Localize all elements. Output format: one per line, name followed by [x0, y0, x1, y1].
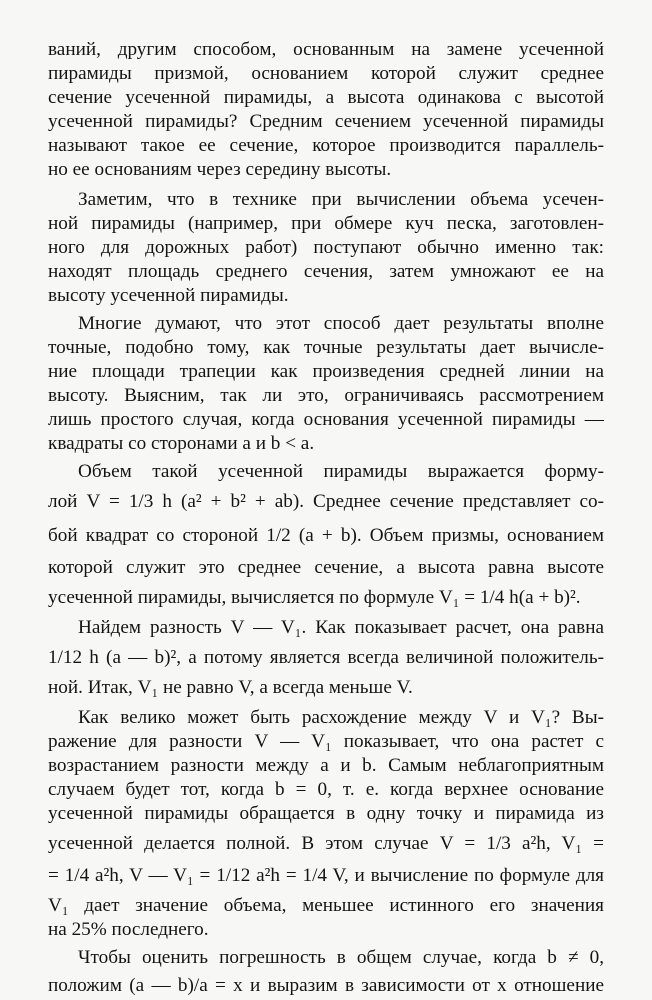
text-line: V₁ дает значение объема, меньшее истинного его значения [48, 895, 604, 916]
text-line: Найдем разность V — V₁. Как показывает расчет, она равна [78, 617, 604, 638]
text-line: называют такое ее сечение, которое производится параллель- [48, 135, 604, 156]
text-line: которой служит это среднее сечение, а высота равна высоте [48, 557, 604, 578]
text-line: 1/12 h (a — b)², а потому является всегда величиной положитель- [48, 647, 604, 668]
text-line: Заметим, что в технике при вычислении объема усечен- [78, 189, 604, 210]
text-line: бой квадрат со стороной 1/2 (a + b). Объем призмы, основанием [48, 525, 604, 546]
text-line: ного для дорожных работ) поступают обычно именно так: [48, 237, 604, 258]
text-line: находят площадь среднего сечения, затем умножают ее на [48, 261, 604, 282]
text-line: возрастанием разности между a и b. Самым неблагоприятным [48, 755, 604, 776]
text-line: на 25% последнего. [48, 919, 209, 940]
text-line: Как велико может быть расхождение между V и V₁? Вы- [78, 707, 604, 728]
text-line: ваний, другим способом, основанным на замене усеченной [48, 39, 604, 60]
text-line: лишь простого случая, когда основания усеченной пирамиды — [48, 409, 604, 430]
text-line: усеченной делается полной. В этом случае V = 1/3 a²h, V₁ = [48, 833, 604, 854]
text-line: сечение усеченной пирамиды, а высота одинакова с высотой [48, 87, 604, 108]
text-line: лой V = 1/3 h (a² + b² + ab). Среднее сечение представляет со- [48, 491, 604, 512]
text-line: ние площади трапеции как произведения средней линии на [48, 361, 604, 382]
text-line: = 1/4 a²h, V — V₁ = 1/12 a²h = 1/4 V, и вычисление по формуле для [48, 865, 604, 886]
text-line: точные, подобно тому, как точные результаты дает вычисле- [48, 337, 604, 358]
text-line: но ее основаниям через середину высоты. [48, 159, 392, 180]
text-line: высоту. Выясним, так ли это, ограничиваясь рассмотрением [48, 385, 604, 406]
text-line: положим (a — b)/a = x и выразим в зависимости от x отношение [48, 975, 604, 996]
text-line: квадраты со сторонами a и b < a. [48, 433, 315, 454]
text-line: ражение для разности V — V₁ показывает, что она растет с [48, 731, 604, 752]
text-line: случаем будет тот, когда b = 0, т. е. когда верхнее основание [48, 779, 604, 800]
text-line: усеченной пирамиды, вычисляется по формуле V₁ = 1/4 h(a + b)². [48, 587, 581, 608]
text-line: усеченной пирамиды обращается в одну точку и пирамида из [48, 803, 604, 824]
text-line: пирамиды призмой, основанием которой служит среднее [48, 63, 604, 84]
text-line: ной. Итак, V₁ не равно V, а всегда меньше V. [48, 677, 413, 698]
text-line: Чтобы оценить погрешность в общем случае, когда b ≠ 0, [78, 947, 604, 968]
text-line: ной пирамиды (например, при обмере куч песка, заготовлен- [48, 213, 604, 234]
text-line: высоту усеченной пирамиды. [48, 285, 289, 306]
text-line: Многие думают, что этот способ дает результаты вполне [78, 313, 604, 334]
text-line: усеченной пирамиды? Средним сечением усеченной пирамиды [48, 111, 604, 132]
text-line: Объем такой усеченной пирамиды выражается форму- [78, 461, 604, 482]
